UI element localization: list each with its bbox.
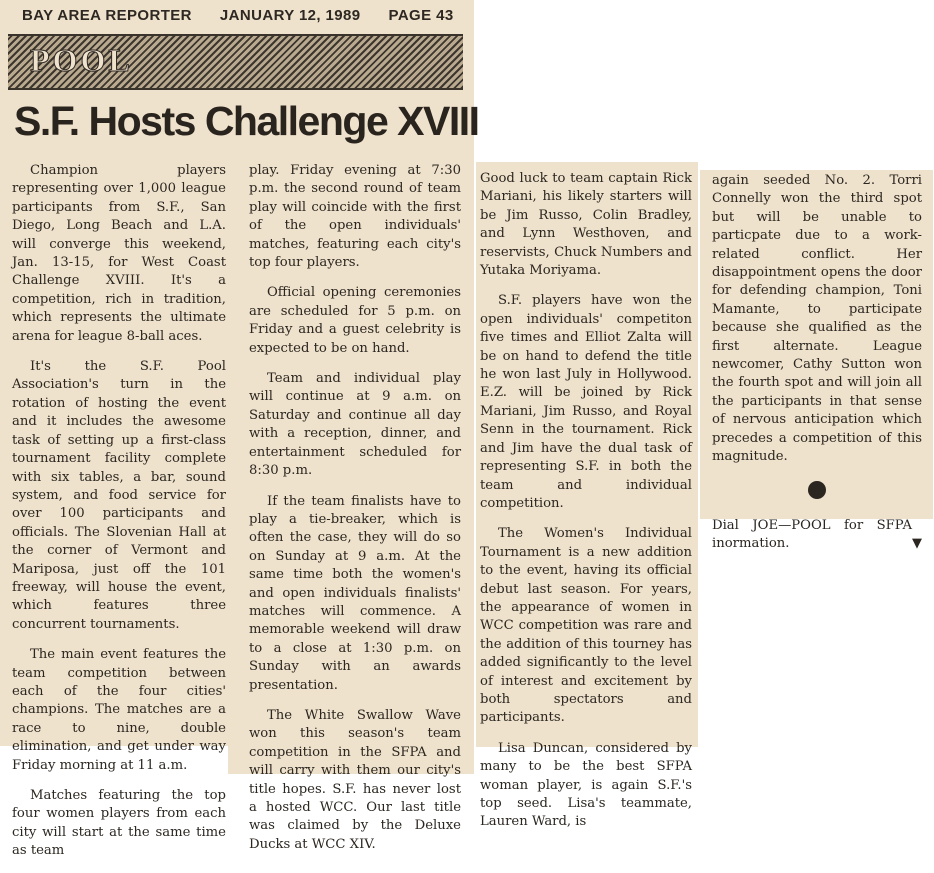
col2-paragraph: If the team finalists have to play a tie-breaker, which is often the case, they will do so on Sunday at 9 a.m. At the same time both the women's and open individuals finalists' matches will commence. A memorable weekend will draw to a close at 1:30 p.m. on Sunday with an awards presentation. (249, 493, 461, 693)
article-column-2 (249, 162, 461, 866)
section-kicker-banner (8, 34, 463, 90)
col2-paragraph: play. Friday evening at 7:30 p.m. the second round of team play will coincide with the first of the open individuals' matches, featuring each city's top four players. (249, 163, 461, 271)
col2-paragraph: The White Swallow Wave won this season's team competition in the SFPA and will carry with them our city's title hopes. S.F. has never lost a hosted WCC. Our last title was claimed by the Deluxe Ducks at WCC XIV. (249, 707, 461, 852)
col1-paragraph: It's the S.F. Pool Association's turn in the rotation of hosting the event and it includes the awesome task of setting up a first-class tournament facility complete with six tables, a bar, sound system, and food service for over 100 participants and officials. The Slovenian Hall at the corner of Vermont and Mariposa, just off the 101 freeway, will house the event, which features three concurrent tournaments. (12, 359, 226, 632)
tagline: Dial JOE—POOL for SFPA inormation. (712, 517, 912, 551)
col2-paragraph: Official opening ceremonies are scheduled for 5 p.m. on Friday and a guest celebrity is expected to be on hand. (249, 285, 461, 356)
issue-date: JANUARY 12, 1989 (219, 7, 361, 24)
bullet-separator-icon (808, 481, 826, 499)
article-column-4 (712, 172, 922, 553)
headline: S.F. Hosts Challenge XVIII (14, 98, 479, 144)
col3-paragraph: The Women's Individual Tournament is a new addition to the event, having its official debut last season. For years, the appearance of women in WCC competition was rare and the addition of this tourney has added significantly to the level of interest and excitement by both spectators and participants. (480, 526, 692, 726)
col3-paragraph: Good luck to team captain Rick Mariani, his likely starters will be Jim Russo, Colin Bradley, and Lynn Westhoven, and reservists, Chuck Numbers and Yutaka Moriyama. (480, 171, 692, 279)
col1-paragraph: The main event features the team competition between each of the four cities' champions. The matches are a race to nine, double elimination, and get under way Friday morning at 11 a.m. (12, 647, 226, 773)
col1-paragraph: Champion players representing over 1,000 league participants from S.F., San Diego, Long Beach and L.A. will converge this weekend, Jan. 13-15, for West Coast Challenge XVIII. It's a competition, rich in tradition, which represents the ultimate arena for league 8-ball aces. (12, 163, 226, 344)
article-column-1 (12, 162, 226, 873)
masthead (22, 7, 462, 24)
end-of-article-icon: ▼ (912, 535, 922, 551)
article-column-3 (480, 170, 692, 844)
page-number: PAGE 43 (388, 7, 454, 24)
col3-paragraph: S.F. players have won the open individuals' competiton five times and Elliot Zalta will be on hand to defend the title he won last July in Hollywood. E.Z. will be joined by Rick Mariani, Jim Russo, and Royal Senn in the tournament. Rick and Jim have the dual task of representing S.F. in both the team and individual competition. (480, 293, 692, 511)
section-kicker-label: POOL (30, 42, 133, 78)
col2-paragraph: Team and individual play will continue at 9 a.m. on Saturday and continue all day with a reception, dinner, and entertainment scheduled for 8:30 p.m. (249, 371, 461, 479)
col1-paragraph: Matches featuring the top four women players from each city will start at the same time as team (12, 788, 226, 859)
col4-paragraph: again seeded No. 2. Torri Connelly won the third spot but will be unable to particpate due to a work-related conflict. Her disappointment opens the door for defending champion, Toni Mamante, to participate because she qualified as the first alternate. League newcomer, Cathy Sutton won the fourth spot and will join all the participants in that sense of nervous anticipation which precedes a competition of this magnitude. (712, 173, 922, 465)
tagline-row (712, 517, 922, 554)
publication-name: BAY AREA REPORTER (22, 7, 192, 24)
col3-paragraph: Lisa Duncan, considered by many to be the best SFPA woman player, is again S.F.'s top seed. Lisa's teammate, Lauren Ward, is (480, 740, 692, 830)
